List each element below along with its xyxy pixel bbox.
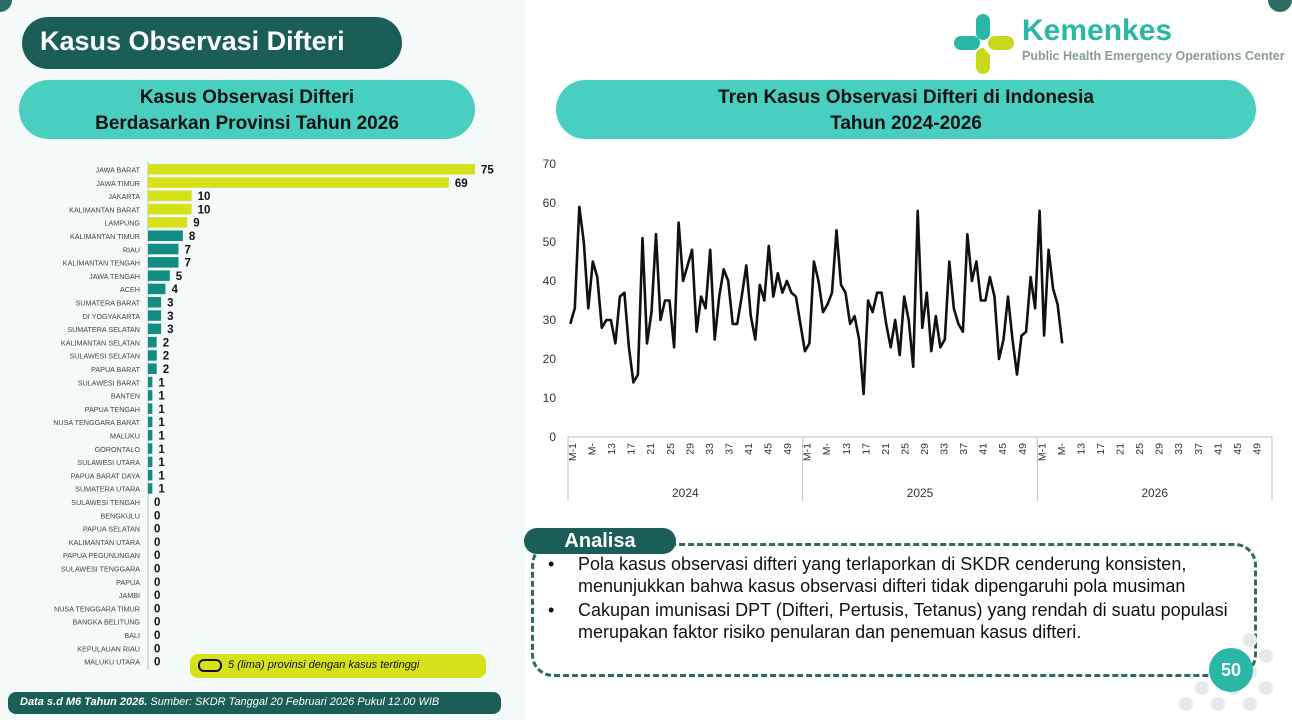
x-tick-label: 13 [606, 443, 619, 455]
bar-value-label: 7 [184, 257, 191, 270]
bar-category-label: PAPUA BARAT [91, 365, 140, 374]
bar-value-label: 1 [158, 417, 165, 430]
bar-value-label: 0 [154, 497, 161, 509]
x-tick-label: 17 [625, 443, 638, 455]
x-tick-label: 49 [1251, 443, 1264, 455]
x-tick-label: 21 [1114, 443, 1127, 455]
x-tick-label: 33 [938, 443, 951, 455]
bar-value-label: 0 [154, 510, 161, 523]
bar-category-label: DI YOGYAKARTA [82, 311, 140, 321]
x-tick-label: 37 [723, 443, 736, 455]
y-tick-label: 20 [542, 352, 556, 366]
line-chart-header-line1: Tren Kasus Observasi Difteri di Indonesia [718, 87, 1094, 108]
legend-text: 5 (lima) provinsi dengan kasus tertinggi [228, 659, 420, 671]
bar [148, 284, 165, 295]
bar-category-label: PAPUA SELATAN [82, 524, 140, 534]
bar-value-label: 1 [158, 430, 165, 443]
x-tick-label: 41 [743, 443, 755, 455]
bar-value-label: 75 [481, 164, 494, 177]
bar [148, 470, 152, 481]
bar-chart-header-line2: Berdasarkan Provinsi Tahun 2026 [95, 113, 399, 134]
bar-value-label: 0 [154, 603, 161, 616]
x-tick-label: 13 [840, 443, 853, 455]
line-chart-header [556, 80, 1256, 139]
bar [148, 204, 192, 215]
x-tick-label: 45 [762, 443, 775, 455]
bar-category-label: JAWA TENGAH [89, 271, 140, 281]
bar [148, 324, 161, 335]
bar-value-label: 0 [154, 643, 161, 656]
bar-value-label: 3 [167, 310, 174, 323]
bar-value-label: 3 [167, 297, 174, 310]
bar [148, 403, 152, 414]
bar-category-label: BANTEN [110, 391, 140, 401]
bar-value-label: 0 [154, 576, 161, 589]
bar-category-label: JAMBI [118, 591, 140, 601]
bar [148, 257, 179, 268]
bar [148, 430, 152, 441]
bar [148, 231, 183, 242]
bar-value-label: 0 [154, 630, 161, 642]
y-tick-label: 60 [542, 196, 556, 210]
bar-category-label: LAMPUNG [104, 218, 140, 228]
logo-brand-text: Kemenkes [1022, 14, 1173, 47]
bar-value-label: 1 [158, 377, 165, 390]
bar-category-label: KALIMANTAN SELATAN [60, 338, 140, 348]
bar-value-label: 0 [154, 550, 161, 563]
x-tick-label: 29 [684, 443, 697, 455]
bar-category-label: JAWA BARAT [95, 165, 140, 175]
x-tick-label: 29 [1153, 443, 1166, 455]
x-tick-label: 21 [645, 443, 658, 455]
logo-subtitle-text: Public Health Emergency Operations Center [1022, 49, 1285, 63]
analysis-point: • Cakupan imunisasi DPT (Difteri, Pertusis, Tetanus) yang rendah di suatu populasi merupakan faktor risiko penularan dan penemuan kasus difteri. [548, 599, 1248, 643]
x-tick-label: 25 [899, 443, 912, 455]
bar [148, 244, 179, 255]
bar-category-label: SUMATERA SELATAN [67, 325, 140, 335]
x-tick-label: 45 [997, 443, 1010, 455]
bar-value-label: 1 [158, 457, 165, 470]
x-tick-label: M-1 [801, 443, 814, 462]
bar-value-label: 0 [154, 616, 161, 629]
bar-category-label: SULAWESI SELATAN [69, 351, 140, 361]
bar-chart-header [19, 80, 475, 139]
bar-value-label: 4 [171, 284, 178, 297]
page-title: Kasus Observasi Difteri [22, 17, 402, 69]
bar [148, 483, 152, 494]
bar-category-label: PAPUA TENGAH [84, 404, 140, 414]
data-source-footer [8, 692, 501, 714]
x-tick-label: 21 [879, 443, 892, 455]
bar-category-label: GORONTALO [94, 444, 140, 454]
bar-value-label: 5 [175, 270, 183, 283]
bar [148, 443, 152, 454]
bar-value-label: 1 [158, 403, 165, 416]
bar-category-label: SULAWESI TENGGARA [60, 564, 140, 574]
bar [148, 177, 449, 188]
kemenkes-logo-mark-icon [952, 12, 1016, 76]
y-tick-label: 40 [542, 274, 556, 288]
bar-value-label: 0 [154, 590, 161, 603]
bar [148, 417, 152, 428]
bar [148, 310, 161, 321]
analysis-list [548, 553, 1248, 645]
bar-value-label: 7 [184, 244, 191, 257]
x-tick-label: M- [586, 443, 599, 456]
x-tick-label: 29 [919, 443, 931, 455]
bar-category-label: SULAWESI UTARA [77, 458, 140, 468]
bar [148, 390, 152, 401]
footer-source-text: Sumber: SKDR Tanggal 20 Februari 2026 Pukul 12.00 WIB [147, 696, 440, 708]
bar-value-label: 3 [167, 324, 174, 337]
bar-category-label: ACEH [120, 285, 140, 295]
bar-category-label: SUMATERA UTARA [75, 484, 140, 494]
trend-line-chart [530, 150, 1280, 510]
y-tick-label: 10 [542, 391, 556, 405]
bar-category-label: MALUKU UTARA [84, 657, 140, 667]
bar-value-label: 2 [162, 364, 170, 376]
bar-category-label: NUSA TENGGARA TIMUR [54, 604, 140, 614]
x-tick-label: M-1 [567, 443, 579, 462]
bar [148, 191, 192, 202]
x-tick-label: 17 [1095, 443, 1107, 455]
x-tick-label: M-1 [1036, 443, 1049, 462]
bar [148, 377, 152, 388]
bar-chart-header-line1: Kasus Observasi Difteri [139, 87, 355, 108]
bar-value-label: 9 [193, 217, 200, 230]
bar-category-label: KALIMANTAN TENGAH [62, 258, 140, 268]
x-tick-label: 41 [977, 443, 990, 455]
bar-value-label: 2 [162, 337, 170, 350]
bar-category-label: NUSA TENGGARA BARAT [53, 418, 140, 428]
bar [148, 337, 157, 348]
bar-value-label: 1 [158, 483, 165, 496]
analysis-title: Analisa [524, 528, 676, 554]
bar-category-label: PAPUA BARAT DAYA [70, 471, 140, 481]
page-number: 50 [1209, 648, 1253, 692]
year-label: 2025 [906, 486, 934, 500]
top5-legend [190, 654, 486, 678]
x-tick-label: 33 [703, 443, 716, 455]
x-tick-label: 33 [1173, 443, 1186, 455]
y-tick-label: 70 [542, 157, 556, 171]
trend-series-line [570, 207, 1062, 394]
bar [148, 350, 157, 361]
bar-category-label: JAKARTA [108, 192, 140, 202]
bar-category-label: JAWA TIMUR [96, 178, 140, 188]
analysis-point: • Pola kasus observasi difteri yang terlaporkan di SKDR cenderung konsisten, menunjukkan bahwa kasus observasi difteri tidak dipengaruhi pola musiman [548, 553, 1248, 597]
x-tick-label: 37 [1192, 443, 1205, 455]
bar-category-label: RIAU [122, 245, 140, 255]
bar-category-label: SULAWESI TENGAH [71, 498, 140, 507]
bar-value-label: 1 [158, 443, 165, 456]
bar-value-label: 0 [154, 523, 161, 536]
bar-value-label: 10 [197, 204, 211, 217]
y-tick-label: 0 [549, 430, 556, 444]
x-tick-label: 25 [1134, 443, 1147, 455]
x-tick-label: 49 [782, 443, 795, 455]
bar [148, 457, 152, 468]
bar-category-label: SULAWESI BARAT [77, 378, 140, 388]
bar [148, 364, 157, 375]
bar-value-label: 2 [162, 350, 170, 363]
y-tick-label: 50 [542, 235, 556, 249]
bar-value-label: 1 [158, 470, 165, 483]
kemenkes-logo [952, 12, 1285, 76]
bar [148, 270, 170, 281]
year-label: 2024 [671, 486, 699, 500]
bar-value-label: 0 [154, 563, 161, 576]
bar-category-label: KEPULAUAN RIAU [77, 644, 140, 654]
x-tick-label: 37 [958, 443, 971, 455]
x-tick-label: 13 [1075, 443, 1088, 455]
bar-category-label: BENGKULU [100, 511, 140, 521]
bar [148, 164, 475, 175]
x-tick-label: 17 [860, 443, 873, 455]
x-tick-label: M- [821, 443, 834, 456]
x-tick-label: M- [1055, 443, 1068, 456]
bar-value-label: 8 [188, 231, 196, 243]
bar-category-label: PAPUA PEGUNUNGAN [63, 551, 140, 561]
legend-swatch-icon [198, 659, 222, 672]
bar-category-label: SUMATERA BARAT [75, 298, 140, 308]
bar-category-label: KALIMANTAN BARAT [69, 205, 140, 215]
year-label: 2026 [1141, 486, 1169, 500]
bar-value-label: 0 [154, 536, 161, 549]
bar-category-label: BALI [124, 631, 140, 640]
x-tick-label: 41 [1212, 443, 1225, 455]
bar-value-label: 0 [154, 656, 161, 669]
bar-category-label: PAPUA [116, 577, 140, 587]
bar-category-label: KALIMANTAN UTARA [68, 537, 140, 547]
bar-category-label: KALIMANTAN TIMUR [69, 232, 140, 241]
footer-bold-text: Data s.d M6 Tahun 2026. [20, 696, 148, 708]
bar [148, 217, 187, 228]
x-tick-label: 49 [1016, 443, 1029, 455]
x-tick-label: 45 [1231, 443, 1244, 455]
bar-category-label: MALUKU [110, 431, 140, 441]
bar-value-label: 10 [197, 191, 211, 204]
y-tick-label: 30 [542, 313, 556, 327]
line-chart-header-line2: Tahun 2024-2026 [830, 113, 982, 134]
bar-value-label: 69 [454, 177, 468, 190]
bar-category-label: BANGKA BELITUNG [72, 617, 140, 627]
bar [148, 297, 161, 308]
x-tick-label: 25 [664, 443, 677, 455]
bar-value-label: 1 [158, 390, 165, 403]
corner-decoration [1268, 0, 1292, 12]
